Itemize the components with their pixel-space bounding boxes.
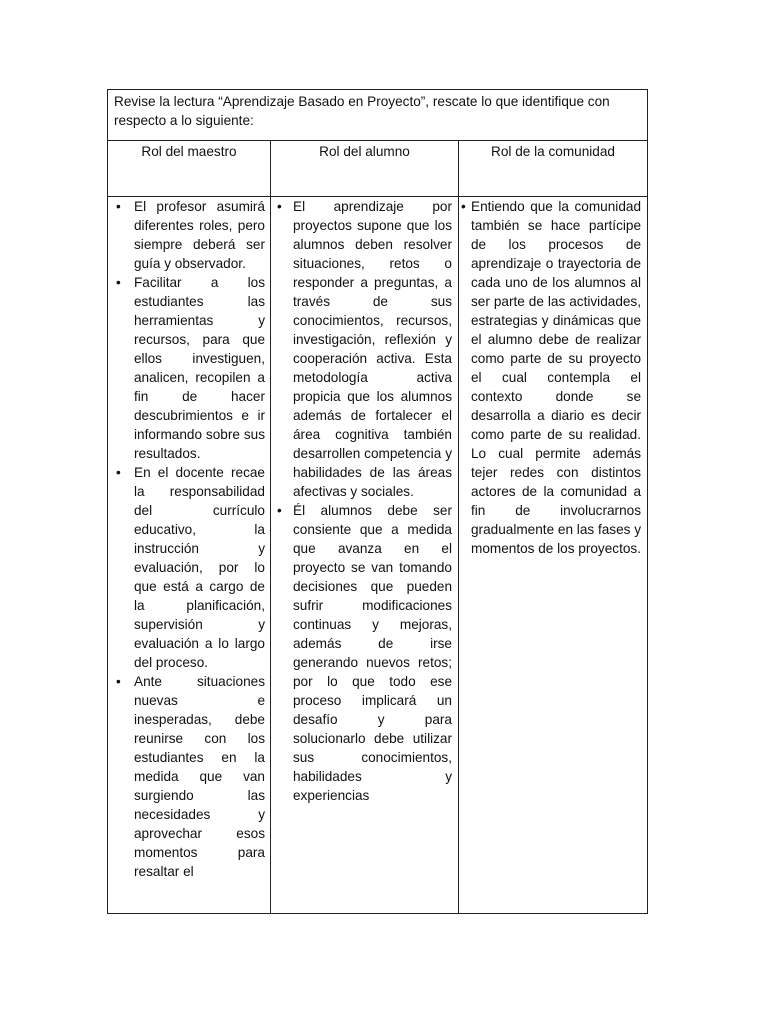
maestro-bullet-list <box>108 197 270 881</box>
header-cell-maestro <box>108 141 271 197</box>
maestro-bullet: • Facilitar a los estudiantes las herramientas y recursos, para que ellos investiguen, analicen, recopilen a fin de hacer descubrimientos e ir informando sobre sus resultados. <box>108 273 270 463</box>
instructions-row <box>108 90 648 141</box>
alumno-bullet: • El aprendizaje por proyectos supone que los alumnos deben resolver situaciones, retos o responder a preguntas, a través de sus conocimientos, recursos, investigación, reflexión y cooperación activa. Esta metodología activa propicia que los alumnos además de fortalecer el área cognitiva también desarrollen competencia y habilidades de las áreas afectivas y sociales. <box>271 197 458 501</box>
header-rol-alumno: Rol del alumno <box>319 144 410 159</box>
maestro-bullet: • El profesor asumirá diferentes roles, pero siempre deberá ser guía y observador. <box>108 197 270 273</box>
comunidad-bullet: • Entiendo que la comunidad también se hace partícipe de los procesos de aprendizaje o trayectoria de cada uno de los alumnos al ser parte de las actividades, estrategias y dinámicas que el alumno debe de realizar como parte de su proyecto el cual contempla el contexto donde se desarrolla a diario es decir como parte de su realidad. Lo cual permite además tejer redes con distintos actores de la comunidad a fin de involucrarnos gradualmente en las fases y momentos de los proyectos. <box>459 197 647 558</box>
roles-table <box>107 89 648 914</box>
content-row <box>108 197 648 914</box>
instructions-text: Revise la lectura “Aprendizaje Basado en Proyecto”, rescate lo que identifique con respecto a lo siguiente: <box>114 94 610 128</box>
comunidad-bullet-list <box>459 197 647 558</box>
maestro-bullet: • En el docente recae la responsabilidad del currículo educativo, la instrucción y evaluación, por lo que está a cargo de la planificación, supervisión y evaluación a lo largo del proceso. <box>108 463 270 672</box>
alumno-cell <box>271 197 459 914</box>
header-rol-comunidad: Rol de la comunidad <box>491 144 615 159</box>
instructions-cell <box>108 90 648 141</box>
header-cell-alumno <box>271 141 459 197</box>
header-row <box>108 141 648 197</box>
alumno-bullet: • Él alumnos debe ser consiente que a medida que avanza en el proyecto se van tomando decisiones que pueden sufrir modificaciones continuas y mejoras, además de irse generando nuevos retos; por lo que todo ese proceso implicará un desafío y para solucionarlo debe utilizar sus conocimientos, habilidades y experiencias <box>271 501 458 805</box>
comunidad-cell <box>459 197 648 914</box>
header-rol-maestro: Rol del maestro <box>141 144 237 159</box>
maestro-bullet: • Ante situaciones nuevas e inesperadas, debe reunirse con los estudiantes en la medida que van surgiendo las necesidades y aprovechar esos momentos para resaltar el <box>108 672 270 881</box>
header-cell-comunidad <box>459 141 648 197</box>
alumno-bullet-list <box>271 197 458 805</box>
maestro-cell <box>108 197 271 914</box>
